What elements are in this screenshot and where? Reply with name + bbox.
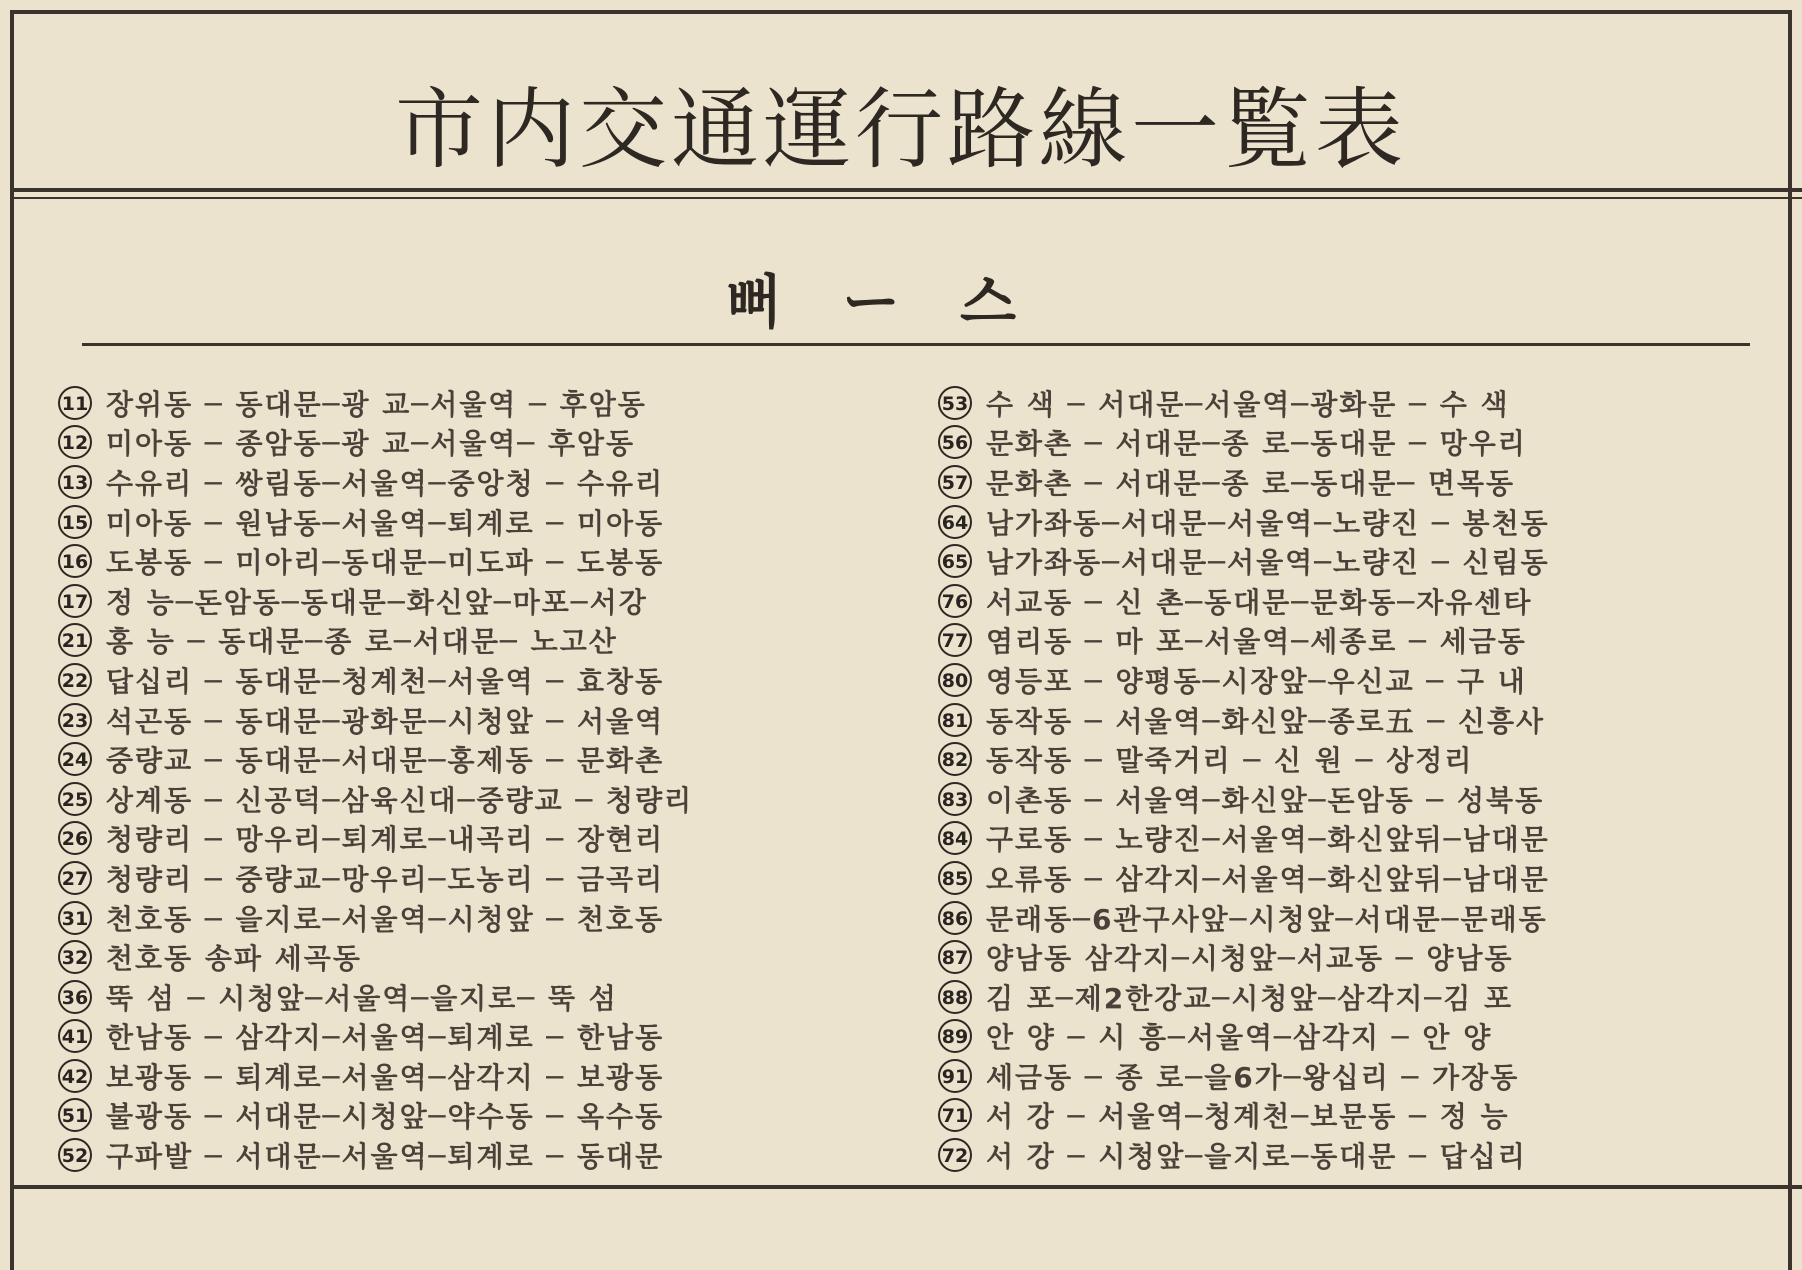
route-row bbox=[938, 502, 1738, 542]
route-stops: 상계동 ─ 신공덕─삼육신대─중량교 ─ 청량리 bbox=[106, 783, 694, 817]
route-stops: 문화촌 ─ 서대문─종 로─동대문 ─ 망우리 bbox=[986, 427, 1527, 461]
route-stops: 동작동 ─ 서울역─화신앞─종로五 ─ 신흥사 bbox=[986, 704, 1546, 738]
route-number: 84 bbox=[938, 821, 972, 855]
route-stops: 수유리 ─ 쌍림동─서울역─중앙청 ─ 수유리 bbox=[106, 466, 665, 500]
route-stops: 문화촌 ─ 서대문─종 로─동대문─ 면목동 bbox=[986, 466, 1516, 500]
route-stops: 동작동 ─ 말죽거리 ─ 신 원 ─ 상정리 bbox=[986, 744, 1474, 778]
route-stops: 답십리 ─ 동대문─청계천─서울역 ─ 효창동 bbox=[106, 664, 665, 698]
route-row bbox=[938, 858, 1738, 898]
route-row bbox=[938, 1135, 1738, 1175]
route-row bbox=[58, 462, 900, 502]
route-stops: 문래동─6관구사앞─시청앞─서대문─문래동 bbox=[986, 902, 1548, 936]
bottom-divider bbox=[14, 1185, 1802, 1189]
route-number: 16 bbox=[58, 544, 92, 578]
route-stops: 청량리 ─ 망우리─퇴계로─내곡리 ─ 장현리 bbox=[106, 823, 665, 857]
route-row bbox=[58, 1135, 900, 1175]
route-row bbox=[938, 621, 1738, 661]
route-row bbox=[58, 1017, 900, 1057]
route-number: 82 bbox=[938, 742, 972, 776]
route-row bbox=[938, 700, 1738, 740]
route-number: 80 bbox=[938, 663, 972, 697]
route-row bbox=[58, 819, 900, 859]
route-stops: 수 색 ─ 서대문─서울역─광화문 ─ 수 색 bbox=[986, 387, 1510, 421]
route-stops: 이촌동 ─ 서울역─화신앞─돈암동 ─ 성북동 bbox=[986, 783, 1545, 817]
route-stops: 미아동 ─ 종암동─광 교─서울역─ 후암동 bbox=[106, 427, 636, 461]
route-number: 64 bbox=[938, 505, 972, 539]
route-number: 32 bbox=[58, 940, 92, 974]
route-number: 77 bbox=[938, 623, 972, 657]
route-stops: 김 포─제2한강교─시청앞─삼각지─김 포 bbox=[986, 981, 1514, 1015]
route-stops: 오류동 ─ 삼각지─서울역─화신앞뒤─남대문 bbox=[986, 862, 1550, 896]
route-stops: 장위동 ─ 동대문─광 교─서울역 ─ 후암동 bbox=[106, 387, 647, 421]
route-row bbox=[58, 937, 900, 977]
route-row bbox=[938, 541, 1738, 581]
route-row bbox=[938, 1056, 1738, 1096]
route-row bbox=[938, 581, 1738, 621]
route-stops: 한남동 ─ 삼각지─서울역─퇴계로 ─ 한남동 bbox=[106, 1021, 665, 1055]
route-stops: 천호동 송파 세곡동 bbox=[106, 942, 362, 976]
route-stops: 미아동 ─ 원남동─서울역─퇴계로 ─ 미아동 bbox=[106, 506, 665, 540]
route-number: 81 bbox=[938, 703, 972, 737]
section-divider bbox=[82, 343, 1750, 346]
route-stops: 염리동 ─ 마 포─서울역─세종로 ─ 세금동 bbox=[986, 625, 1527, 659]
route-number: 72 bbox=[938, 1138, 972, 1172]
route-stops: 도봉동 ─ 미아리─동대문─미도파 ─ 도봉동 bbox=[106, 546, 665, 580]
route-number: 76 bbox=[938, 584, 972, 618]
route-row bbox=[938, 977, 1738, 1017]
route-number: 23 bbox=[58, 703, 92, 737]
route-row bbox=[58, 621, 900, 661]
route-stops: 불광동 ─ 서대문─시청앞─약수동 ─ 옥수동 bbox=[106, 1100, 665, 1134]
route-row bbox=[58, 739, 900, 779]
route-number: 21 bbox=[58, 623, 92, 657]
route-number: 31 bbox=[58, 901, 92, 935]
page-title: 市内交通運行路線一覧表 bbox=[394, 78, 1407, 181]
route-number: 86 bbox=[938, 901, 972, 935]
route-number: 27 bbox=[58, 861, 92, 895]
route-row bbox=[58, 700, 900, 740]
route-stops: 석곤동 ─ 동대문─광화문─시청앞 ─ 서울역 bbox=[106, 704, 665, 738]
route-number: 85 bbox=[938, 861, 972, 895]
route-row bbox=[58, 502, 900, 542]
route-number: 25 bbox=[58, 782, 92, 816]
route-number: 11 bbox=[58, 386, 92, 420]
section-heading-bus: 뻐ー스 bbox=[725, 268, 1077, 336]
route-number: 22 bbox=[58, 663, 92, 697]
route-stops: 서교동 ─ 신 촌─동대문─문화동─자유센타 bbox=[986, 585, 1533, 619]
route-number: 12 bbox=[58, 425, 92, 459]
route-number: 87 bbox=[938, 940, 972, 974]
route-row bbox=[58, 1056, 900, 1096]
route-number: 57 bbox=[938, 465, 972, 499]
route-number: 88 bbox=[938, 980, 972, 1014]
route-row bbox=[58, 1096, 900, 1136]
route-stops: 양남동 삼각지─시청앞─서교동 ─ 양남동 bbox=[986, 942, 1514, 976]
routes-left-column bbox=[58, 383, 900, 1175]
route-number: 26 bbox=[58, 821, 92, 855]
route-number: 83 bbox=[938, 782, 972, 816]
route-number: 41 bbox=[58, 1019, 92, 1053]
route-row bbox=[58, 898, 900, 938]
route-row bbox=[58, 977, 900, 1017]
route-stops: 세금동 ─ 종 로─을6가─왕십리 ─ 가장동 bbox=[986, 1060, 1520, 1094]
route-number: 36 bbox=[58, 980, 92, 1014]
route-number: 17 bbox=[58, 584, 92, 618]
route-row bbox=[58, 779, 900, 819]
route-number: 91 bbox=[938, 1059, 972, 1093]
route-stops: 안 양 ─ 시 흥─서울역─삼각지 ─ 안 양 bbox=[986, 1021, 1493, 1055]
routes-right-column bbox=[938, 383, 1738, 1175]
route-number: 71 bbox=[938, 1098, 972, 1132]
route-row bbox=[938, 819, 1738, 859]
route-number: 56 bbox=[938, 425, 972, 459]
route-number: 51 bbox=[58, 1098, 92, 1132]
route-row bbox=[938, 660, 1738, 700]
route-stops: 천호동 ─ 을지로─서울역─시청앞 ─ 천호동 bbox=[106, 902, 665, 936]
route-stops: 서 강 ─ 시청앞─을지로─동대문 ─ 답십리 bbox=[986, 1140, 1527, 1174]
route-stops: 홍 능 ─ 동대문─종 로─서대문─ 노고산 bbox=[106, 625, 618, 659]
route-row bbox=[938, 1096, 1738, 1136]
route-number: 42 bbox=[58, 1059, 92, 1093]
route-number: 89 bbox=[938, 1019, 972, 1053]
route-row bbox=[938, 1017, 1738, 1057]
route-stops: 뚝 섬 ─ 시청앞─서울역─을지로─ 뚝 섬 bbox=[106, 981, 618, 1015]
route-stops: 남가좌동─서대문─서울역─노량진 ─ 신림동 bbox=[986, 546, 1550, 580]
route-stops: 남가좌동─서대문─서울역─노량진 ─ 봉천동 bbox=[986, 506, 1550, 540]
route-number: 24 bbox=[58, 742, 92, 776]
route-stops: 서 강 ─ 서울역─청계천─보문동 ─ 정 능 bbox=[986, 1100, 1510, 1134]
route-row bbox=[938, 898, 1738, 938]
route-stops: 보광동 ─ 퇴계로─서울역─삼각지 ─ 보광동 bbox=[106, 1060, 665, 1094]
route-row bbox=[58, 858, 900, 898]
route-stops: 중량교 ─ 동대문─서대문─홍제동 ─ 문화촌 bbox=[106, 744, 665, 778]
route-row bbox=[938, 779, 1738, 819]
route-number: 53 bbox=[938, 386, 972, 420]
route-row bbox=[938, 423, 1738, 463]
route-row bbox=[58, 660, 900, 700]
route-row bbox=[938, 937, 1738, 977]
route-stops: 영등포 ─ 양평동─시장앞─우신교 ─ 구 내 bbox=[986, 664, 1527, 698]
route-row bbox=[938, 739, 1738, 779]
route-row bbox=[58, 541, 900, 581]
route-stops: 구로동 ─ 노량진─서울역─화신앞뒤─남대문 bbox=[986, 823, 1550, 857]
route-stops: 청량리 ─ 중량교─망우리─도농리 ─ 금곡리 bbox=[106, 862, 665, 896]
route-row bbox=[58, 581, 900, 621]
route-stops: 구파발 ─ 서대문─서울역─퇴계로 ─ 동대문 bbox=[106, 1140, 665, 1174]
route-stops: 정 능─돈암동─동대문─화신앞─마포─서강 bbox=[106, 585, 648, 619]
route-number: 52 bbox=[58, 1138, 92, 1172]
route-number: 15 bbox=[58, 505, 92, 539]
route-row bbox=[938, 383, 1738, 423]
title-divider bbox=[14, 188, 1802, 192]
route-row bbox=[58, 423, 900, 463]
route-number: 13 bbox=[58, 465, 92, 499]
route-row bbox=[58, 383, 900, 423]
route-number: 65 bbox=[938, 544, 972, 578]
title-divider-thin bbox=[14, 197, 1802, 199]
route-row bbox=[938, 462, 1738, 502]
